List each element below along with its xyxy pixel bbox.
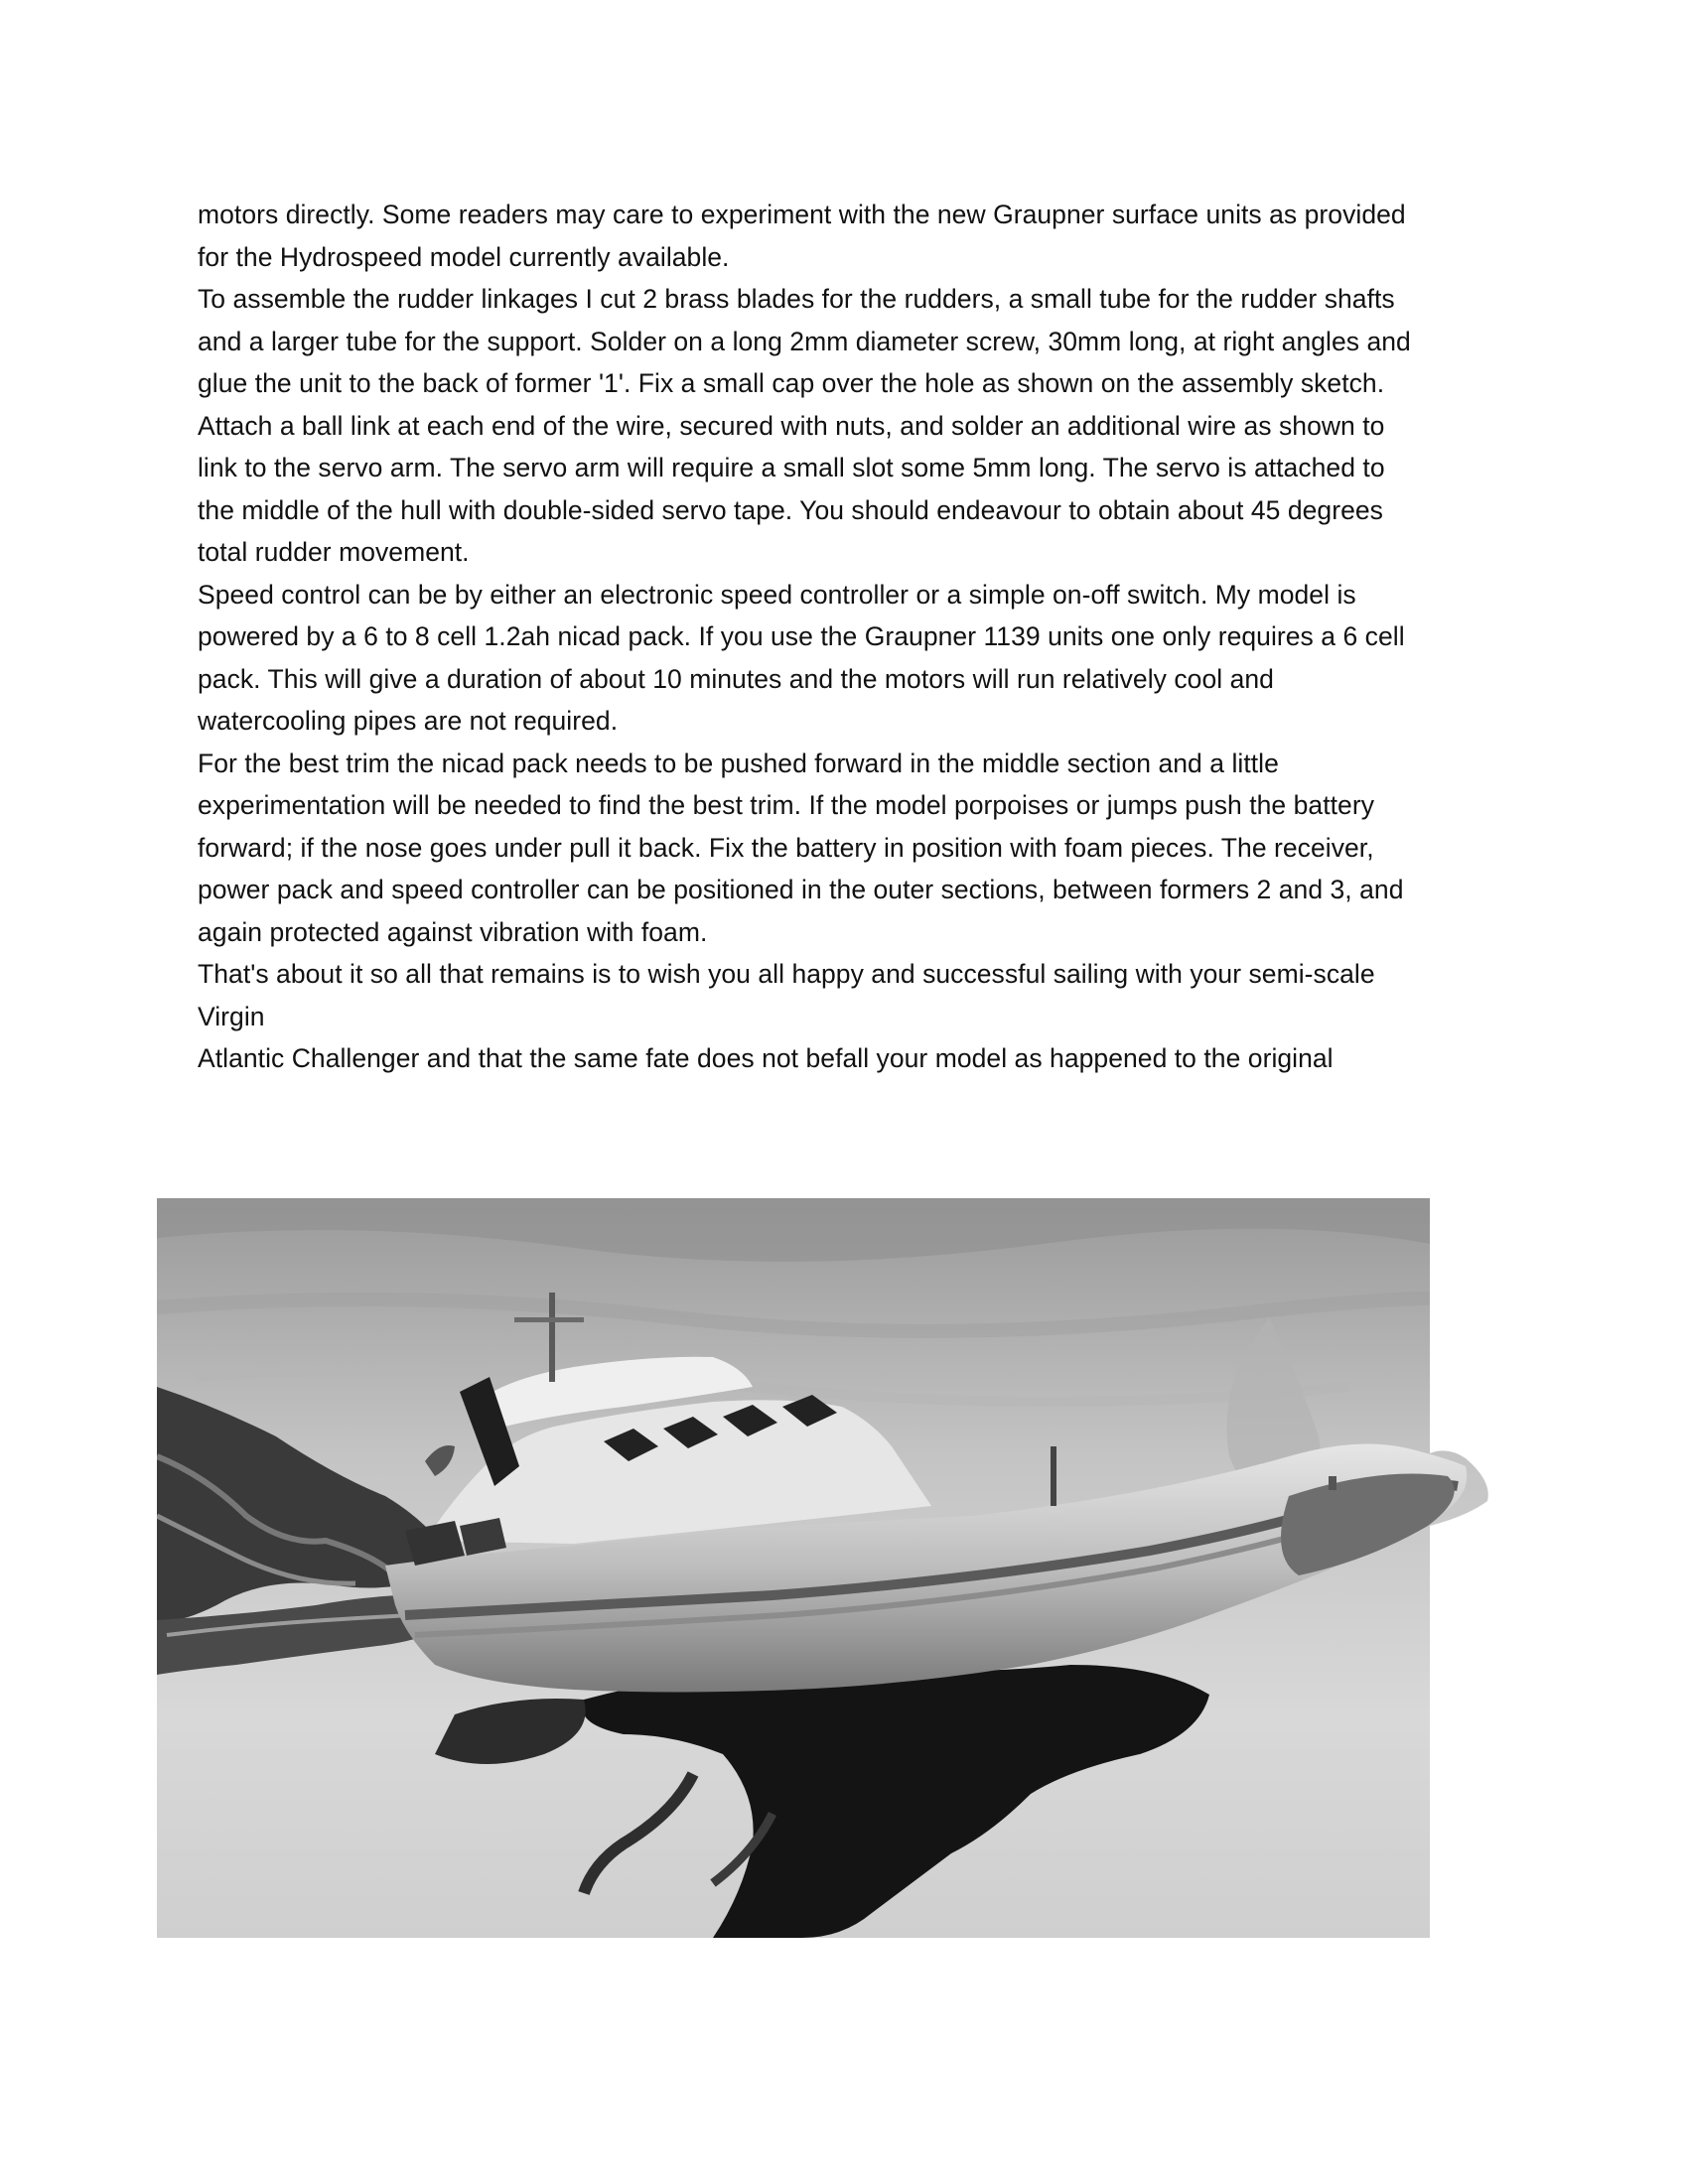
text-line: That's about it so all that remains is to wish you all happy and successful sailing with your semi-scale [198, 959, 1375, 989]
text-line: power pack and speed controller can be positioned in the outer sections, between formers 2 and 3, and [198, 875, 1404, 904]
text-line: For the best trim the nicad pack needs to be pushed forward in the middle section and a little [198, 748, 1279, 778]
text-line: powered by a 6 to 8 cell 1.2ah nicad pack. If you use the Graupner 1139 units one only requires a 6 cell [198, 621, 1405, 651]
text-line: Attach a ball link at each end of the wire, secured with nuts, and solder an additional wire as shown to [198, 410, 1385, 441]
text-line: pack. This will give a duration of about 10 minutes and the motors will run relatively cool and [198, 663, 1274, 694]
text-line: again protected against vibration with foam. [198, 916, 708, 947]
text-line: Speed control can be by either an electronic speed controller or a simple on-off switch. My model is [198, 579, 1356, 610]
text-line: the middle of the hull with double-sided servo tape. You should endeavour to obtain about 45 degrees [198, 494, 1383, 525]
text-line: glue the unit to the back of former '1'. Fix a small cap over the hole as shown on the assembly sketch. [198, 368, 1385, 398]
text-line: and a larger tube for the support. Solder on a long 2mm diameter screw, 30mm long, at right angles and [198, 326, 1411, 356]
text-line: total rudder movement. [198, 537, 470, 567]
text-line: Virgin [198, 1001, 265, 1031]
text-line: experimentation will be needed to find the best trim. If the model porpoises or jumps push the battery [198, 790, 1374, 820]
text-line: motors directly. Some readers may care to experiment with the new Graupner surface units as provided [198, 200, 1406, 229]
text-line: for the Hydrospeed model currently available. [198, 241, 730, 272]
boat-photo-image [157, 1198, 1492, 1938]
text-line: To assemble the rudder linkages I cut 2 brass blades for the rudders, a small tube for the rudder shafts [198, 284, 1395, 314]
article-text [198, 194, 1488, 1080]
boat-photo [157, 1198, 1492, 1938]
text-line: Atlantic Challenger and that the same fate does not befall your model as happened to the original [198, 1043, 1334, 1073]
text-line: link to the servo arm. The servo arm will require a small slot some 5mm long. The servo is attached to [198, 453, 1385, 482]
text-line: forward; if the nose goes under pull it back. Fix the battery in position with foam pieces. The receiver, [198, 832, 1374, 863]
text-line: watercooling pipes are not required. [198, 706, 619, 736]
